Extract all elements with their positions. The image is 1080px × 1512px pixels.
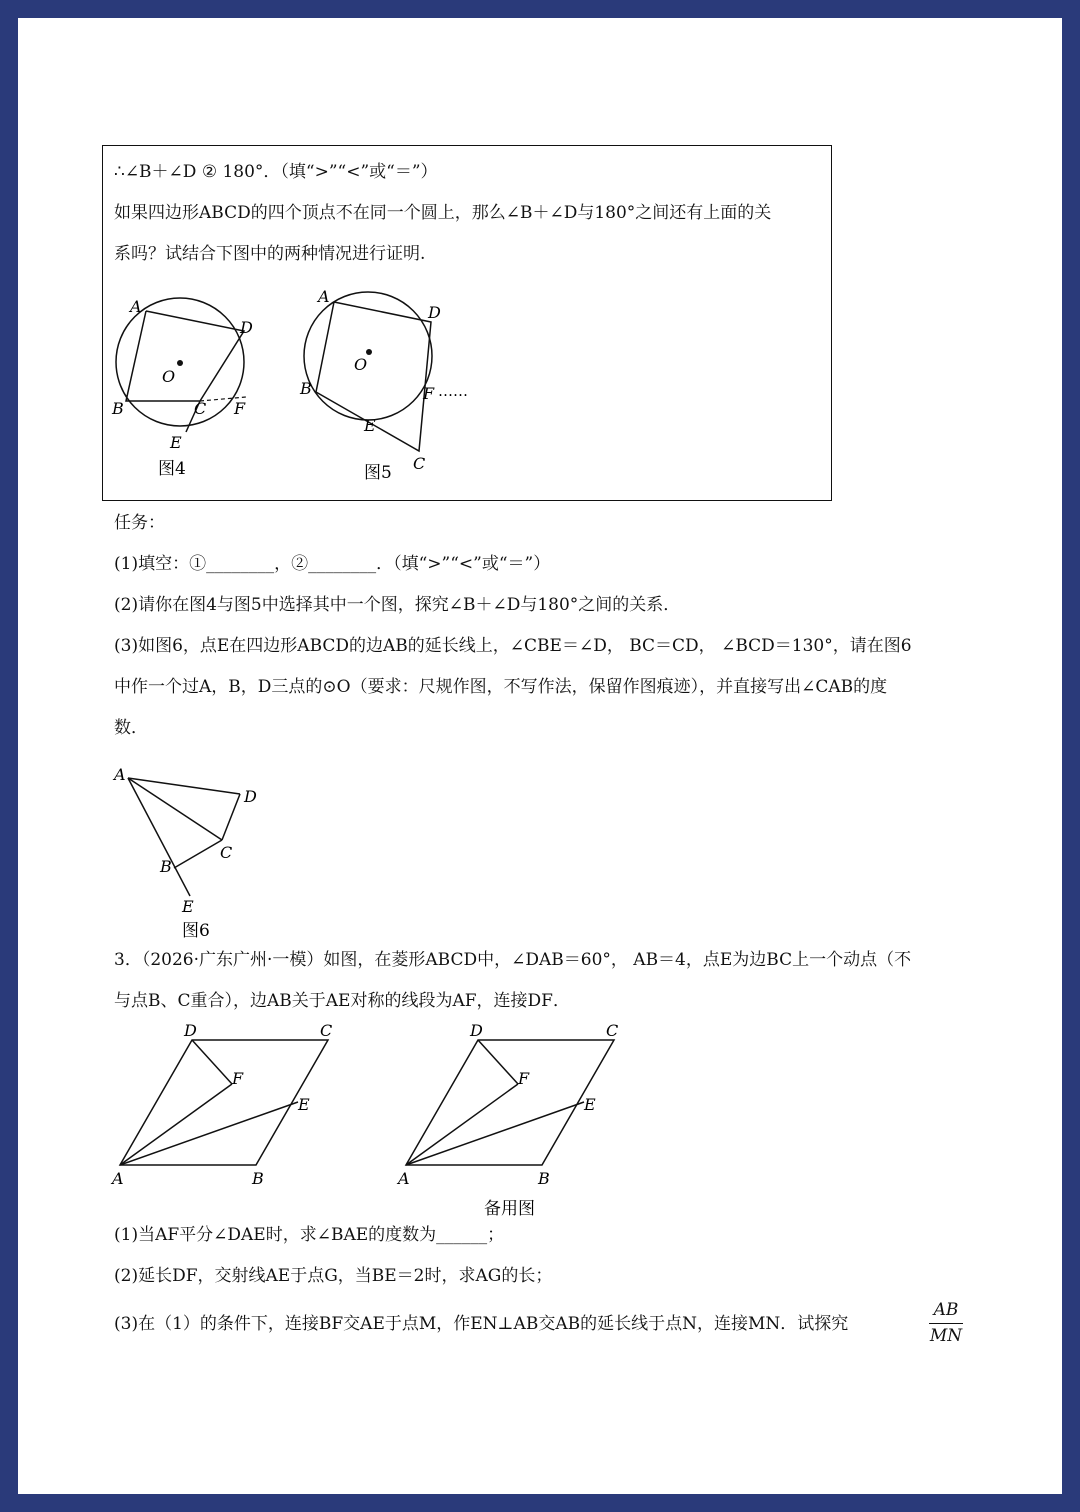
fig6-label-e: E <box>182 897 194 916</box>
box-line-1: ∴∠B＋∠D ② 180°．（填“>”“<”或“＝”） <box>114 162 438 182</box>
spare-label-e: E <box>584 1095 596 1114</box>
rhombus-line-df <box>192 1040 232 1084</box>
fig5-label-a: A <box>318 287 330 306</box>
fig5-label-f: F <box>423 384 435 403</box>
figure-5 <box>294 286 504 486</box>
spare-label-c: C <box>606 1021 619 1040</box>
fig6-label-d: D <box>244 787 257 806</box>
problem3-q1: (1)当AF平分∠DAE时，求∠BAE的度数为______； <box>114 1225 505 1245</box>
fig4-label-c: C <box>194 399 207 418</box>
rhombus-spare-figure <box>392 1022 652 1222</box>
spare-line-af <box>406 1084 518 1165</box>
fig4-quadrilateral <box>126 311 244 401</box>
problem3-q2: (2)延长DF，交射线AE于点G，当BE＝2时，求AG的长； <box>114 1266 553 1286</box>
fig6-label-c: C <box>220 843 233 862</box>
fig4-label-e: E <box>170 433 182 452</box>
fraction-denominator: MN <box>929 1326 963 1346</box>
box-line-3: 系吗？试结合下图中的两种情况进行证明. <box>114 244 426 264</box>
spare-label-a: A <box>398 1169 410 1188</box>
fig4-label-f: F <box>234 399 246 418</box>
fig6-caption: 图6 <box>182 921 210 941</box>
fig5-label-d: D <box>428 303 441 322</box>
task-q3-line2: 中作一个过A，B，D三点的⊙O（要求：尺规作图，不写作法，保留作图痕迹），并直接写出∠CAB的度 <box>114 677 888 697</box>
fig4-label-a: A <box>130 297 142 316</box>
task-q3-line3: 数． <box>114 718 148 738</box>
rhombus-label-d: D <box>184 1021 197 1040</box>
spare-label-b: B <box>538 1169 550 1188</box>
rhombus-label-a: A <box>112 1169 124 1188</box>
fig5-label-e: E <box>364 416 376 435</box>
fig4-center-dot <box>177 360 183 366</box>
fig4-caption: 图4 <box>158 459 186 479</box>
fig5-caption: 图5 <box>364 463 392 483</box>
figure-6 <box>106 760 296 941</box>
fig6-line-ad <box>128 778 240 794</box>
spare-label-f: F <box>518 1069 530 1088</box>
fig4-label-b: B <box>112 399 124 418</box>
rhombus-label-f: F <box>232 1069 244 1088</box>
box-line-2: 如果四边形ABCD的四个顶点不在同一个圆上，那么∠B＋∠D与180°之间还有上面的关 <box>114 203 772 223</box>
fig6-line-ac <box>128 778 222 840</box>
fraction-numerator: AB <box>933 1300 959 1320</box>
rhombus-label-b: B <box>252 1169 264 1188</box>
spare-caption: 备用图 <box>484 1199 535 1219</box>
spare-line-ae <box>406 1102 584 1165</box>
fig6-label-a: A <box>114 765 126 784</box>
fig4-label-d: D <box>240 318 253 337</box>
fig6-line-cb <box>174 840 222 868</box>
spare-line-df <box>478 1040 518 1084</box>
figure-4 <box>104 290 274 480</box>
fig5-label-b: B <box>300 379 312 398</box>
task-q3-line1: (3)如图6，点E在四边形ABCD的边AB的延长线上，∠CBE＝∠D， BC＝CD， ∠BCD＝130°，请在图6 <box>114 636 912 656</box>
rhombus-label-c: C <box>320 1021 333 1040</box>
task-q2: (2)请你在图4与图5中选择其中一个图，探究∠B＋∠D与180°之间的关系． <box>114 595 681 615</box>
fig4-label-o: O <box>162 367 176 386</box>
fig6-line-ae <box>128 778 190 896</box>
fig6-label-b: B <box>160 857 172 876</box>
fig6-line-dc <box>222 794 240 840</box>
problem3-line2: 与点B、C重合），边AB关于AE对称的线段为AF，连接DF． <box>114 991 570 1011</box>
rhombus-label-e: E <box>298 1095 310 1114</box>
rhombus-line-af <box>120 1084 232 1165</box>
problem3-line1: 3．（2026·广东广州·一模）如图，在菱形ABCD中，∠DAB＝60°， AB＝4，点E为边BC上一个动点（不 <box>114 950 912 970</box>
problem3-q3: (3)在（1）的条件下，连接BF交AE于点M，作EN⊥AB交AB的延长线于点N，连接MN．试探究 <box>114 1314 849 1334</box>
rhombus-figure <box>106 1022 366 1192</box>
fig5-label-o: O <box>354 355 368 374</box>
fig5-dots: …… <box>438 382 468 400</box>
rhombus-line-ae <box>120 1102 298 1165</box>
fig5-label-c: C <box>413 454 426 473</box>
task-q1: (1)填空：①________，②________．（填“>”“<”或“＝”） <box>114 554 551 574</box>
task-heading: 任务： <box>114 513 165 533</box>
spare-label-d: D <box>470 1021 483 1040</box>
worksheet-page <box>18 18 1062 1494</box>
fraction-bar <box>929 1323 963 1324</box>
